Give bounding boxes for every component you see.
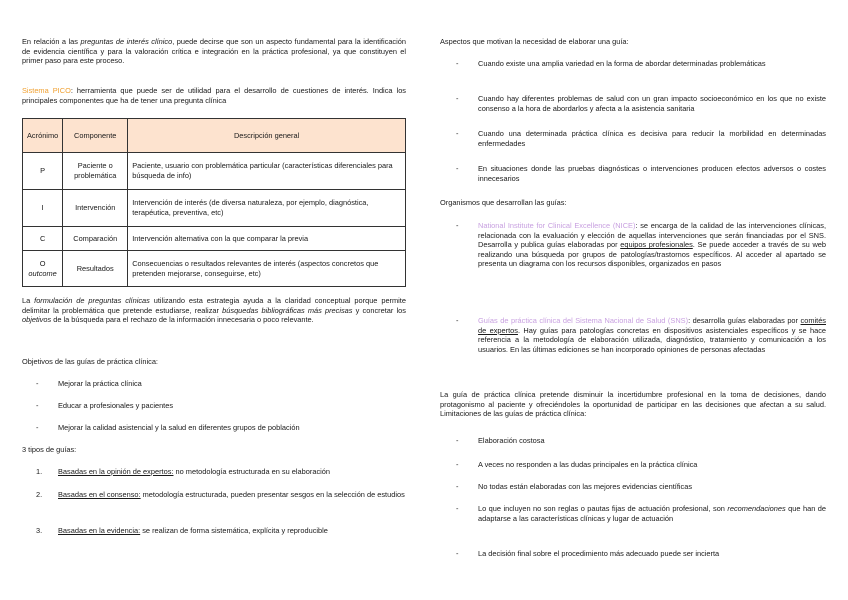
pico-table (22, 118, 406, 287)
orgs-title: Organismos que desarrollan las guías: (440, 198, 567, 207)
sns-link[interactable]: Guías de práctica clínica del Sistema Nacional de Salud (SNS) (478, 316, 689, 325)
header-component: Componente (63, 119, 128, 153)
objectives-title: Objetivos de las guías de práctica clínica: (22, 357, 158, 366)
formulation-paragraph: La formulación de preguntas clínicas utilizando esta estrategia ayuda a la claridad conceptual porque permite delimitar la problemática que pretende estudiarse, realizar búsquedas bibliográficas más precisas y concretar los objetivos de la búsqueda para el rechazo de la información innecesaria o poco relevante. (22, 296, 406, 325)
table-row: I Intervención Intervención de interés (de diversa naturaleza, por ejemplo, diagnóstica, terapéutica, preventiva, etc) (23, 190, 406, 227)
pico-paragraph: Sistema PICO: herramienta que puede ser de utilidad para el desarrollo de cuestiones de interés. Indica los principales componentes que ha de tener una pregunta clínica (22, 86, 406, 105)
table-row: O outcome Resultados Consecuencias o resultados relevantes de interés (aspectos concretos que pretenden mejorarse, conseguirse, etc) (23, 251, 406, 287)
motives-title: Aspectos que motivan la necesidad de elaborar una guía: (440, 37, 629, 46)
table-header-row (23, 119, 406, 153)
types-title: 3 tipos de guías: (22, 445, 77, 454)
header-acronym: Acrónimo (23, 119, 63, 153)
limits-intro: La guía de práctica clínica pretende disminuir la incertidumbre profesional en la toma de decisiones, dando protagonismo al paciente y ofreciéndoles la oportunidad de participar en las decisiones que afectan a su salud. Limitaciones de las guías de práctica clínica: (440, 390, 826, 419)
intro-paragraph: En relación a las preguntas de interés clínico, puede decirse que son un aspecto fundamental para la identificación de evidencia científica y para la valoración crítica e integración en la práctica profesional, ya que constituyen el primer paso para este proceso. (22, 37, 406, 66)
table-row: P Paciente o problemática Paciente, usuario con problemática particular (características diferenciales para búsqueda de info) (23, 153, 406, 190)
nice-link[interactable]: National Institute for Clinical Excellence (NICE) (478, 221, 636, 230)
table-row: C Comparación Intervención alternativa con la que comparar la previa (23, 227, 406, 251)
pico-label: Sistema PICO (22, 86, 71, 95)
header-description: Descripción general (128, 119, 406, 153)
